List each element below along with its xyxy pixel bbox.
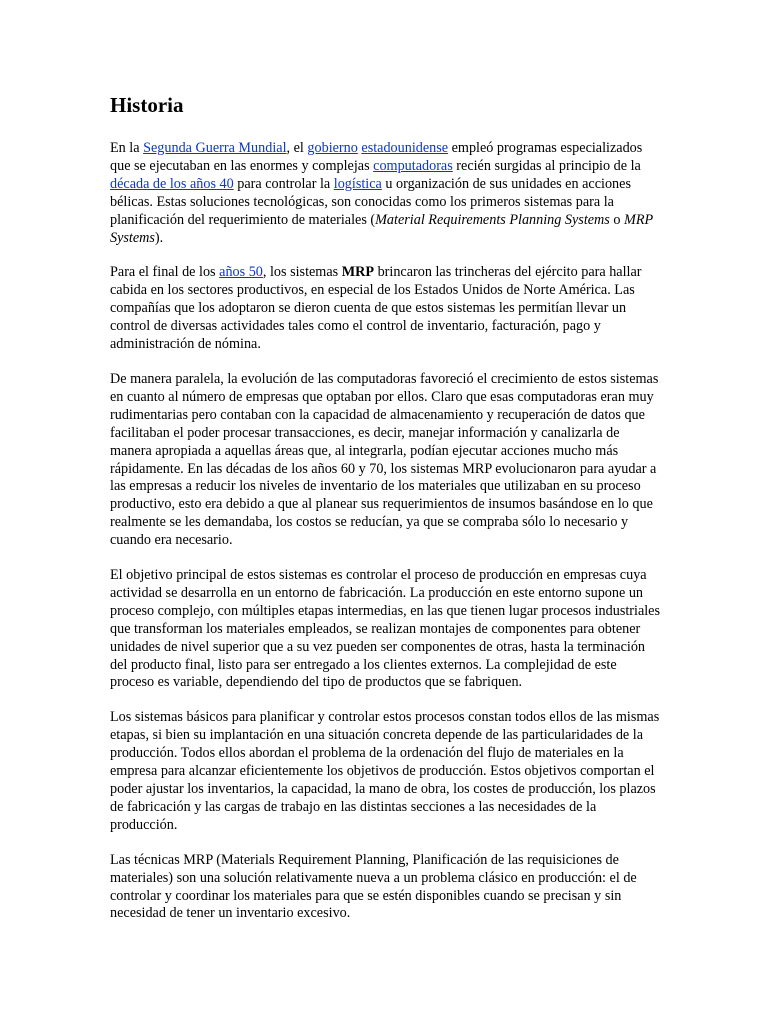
text-segment: recién surgidas al principio de la (452, 157, 641, 174)
text-segment: ). (154, 229, 164, 246)
text-segment: o (609, 211, 625, 228)
link-gobierno[interactable]: gobierno (307, 140, 358, 156)
paragraph-mrp-techniques: Las técnicas MRP (Materials Requirement Planning, Planificación de las requisiciones de materiales) son una solución relativamente nueva a un problema clásico en producción: el de controlar y coordinar los materiales para que se estén disponibles cuando se precisan y sin necesidad de tener un inventario excesivo. (110, 851, 637, 922)
section-heading: Historia (110, 93, 184, 117)
paragraph-mrp-expansion (110, 264, 662, 354)
italic-term: MRP Systems (110, 211, 653, 246)
document-page (110, 92, 662, 940)
text-segment: para controlar la (233, 175, 334, 192)
link-logistica[interactable]: logística (333, 175, 382, 192)
text-segment: brincaron las trincheras del ejército para hallar cabida en los sectores productivos, en especial de los Estados Unidos de Norte América. Las compañías que los adoptaron se dieron cuenta de que estos sistemas les permitían llevar un control de diversas actividades tales como el control de inventario, facturación, pago y administración de nómina. (110, 264, 642, 353)
text-segment: , el (286, 140, 308, 156)
paragraph-computer-evolution: De manera paralela, la evolución de las computadoras favoreció el crecimiento de estos sistemas en cuanto al número de empresas que optaban por ellos. Claro que esas computadoras eran muy rudimentarias pero contaban con la capacidad de almacenamiento y recuperación de datos que facilitaban el poder procesar transacciones, es decir, manejar información y canalizarla de manera apropiada a aquellas áreas que, al integrarla, podían ejecutar acciones mucho más rápidamente. En las décadas de los años 60 y 70, los sistemas MRP evolucionaron para ayudar a las empresas a reducir los niveles de inventario de los materiales que utilizaban en su proceso productivo, esto era debido a que al planear sus requerimientos de insumos basándose en lo que realmente se les demandaba, los costos se reducían, ya que se compraba sólo lo necesario y cuando era necesario. (110, 370, 659, 549)
link-computadoras[interactable]: computadoras (373, 157, 453, 174)
text-segment: empleó programas especializados que se ejecutaban en las enormes y complejas (110, 140, 643, 174)
text-segment: , los sistemas (262, 264, 342, 281)
link-estadounidense[interactable]: estadounidense (361, 140, 449, 156)
text-segment: Para el final de los (110, 264, 220, 281)
paragraph-intro (110, 140, 662, 247)
paragraph-basic-systems: Los sistemas básicos para planificar y controlar estos procesos constan todos ellos de las mismas etapas, si bien su implantación en una situación concreta depende de las particularidades de la producción. Todos ellos abordan el problema de la ordenación del flujo de materiales en la empresa para alcanzar eficientemente los objetivos de producción. Estos objetivos comportan el poder ajustar los inventarios, la capacidad, la mano de obra, los costes de producción, los plazos de fabricación y las cargas de trabajo en las distintas secciones a las necesidades de la producción. (110, 709, 660, 833)
italic-term: Material Requirements Planning Systems (375, 211, 610, 228)
link-segunda-guerra-mundial[interactable]: Segunda Guerra Mundial (143, 140, 287, 156)
link-decada-anos-40[interactable]: década de los años 40 (110, 175, 234, 192)
text-segment: En la (110, 140, 144, 156)
paragraph-objective: El objetivo principal de estos sistemas es controlar el proceso de producción en empresas cuya actividad se desarrolla en un entorno de fabricación. La producción en este entorno supone un proceso complejo, con múltiples etapas intermedias, en las que tienen lugar procesos industriales que transforman los materiales empleados, se realizan montajes de componentes para obtener unidades de nivel superior que a su vez pueden ser componentes de otras, hasta la terminación del producto final, listo para ser entregado a los clientes externos. La complejidad de este proceso es variable, dependiendo del tipo de productos que se fabriquen. (110, 567, 661, 691)
link-anos-50[interactable]: años 50 (219, 264, 263, 281)
bold-term: MRP (341, 264, 375, 281)
text-segment: u organización de sus unidades en acciones bélicas. Estas soluciones tecnológicas, son conocidas como los primeros sistemas para la planificación del requerimiento de materiales ( (110, 175, 631, 228)
